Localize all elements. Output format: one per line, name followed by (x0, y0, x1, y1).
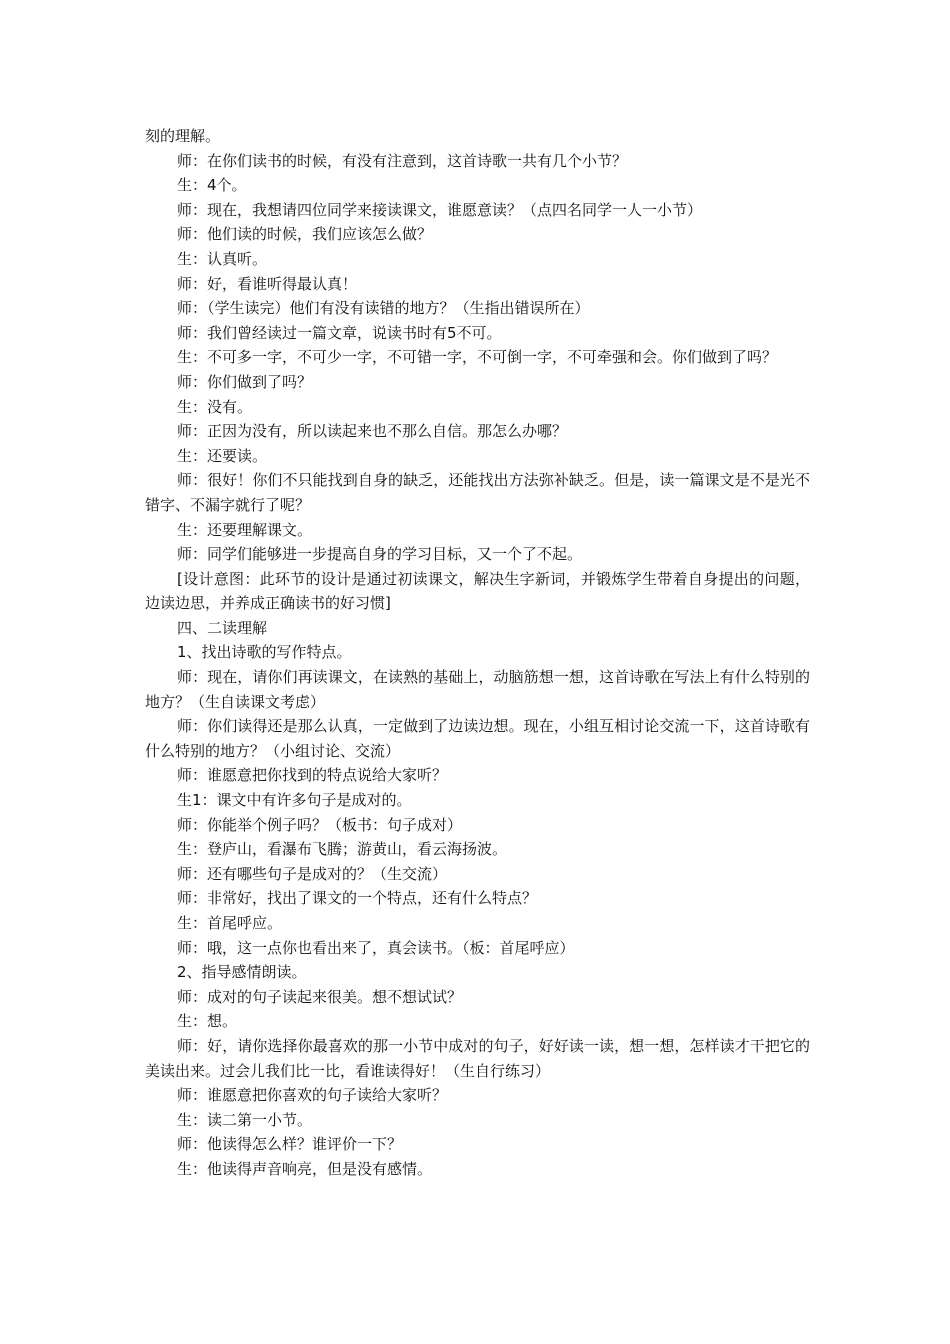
paragraph: 师：他读得怎么样？谁评价一下？ (177, 1135, 403, 1154)
subsection-heading: 1、找出诗歌的写作特点。 (177, 643, 352, 662)
paragraph: 师：我们曾经读过一篇文章，说读书时有5不可。 (177, 323, 502, 342)
paragraph: 师：正因为没有，所以读起来也不那么自信。那怎么办哪？ (177, 422, 568, 441)
paragraph: 生：首尾呼应。 (177, 914, 283, 932)
paragraph: 生：想。 (177, 1012, 238, 1031)
paragraph: 师：你们做到了吗？ (177, 372, 313, 391)
paragraph: 师：好，看谁听得最认真！ (177, 274, 358, 293)
paragraph: 师：现在，我想请四位同学来接读课文，谁愿意读？（点四名同学一人一小节） (177, 200, 703, 219)
paragraph: 师：他们读的时候，我们应该怎么做？ (177, 225, 433, 244)
paragraph: 刻的理解。 (145, 127, 221, 145)
paragraph: 生：4个。 (177, 176, 247, 195)
paragraph: 师：（学生读完）他们有没有读错的地方？（生指出错误所在） (177, 299, 590, 318)
paragraph: 师：成对的句子读起来很美。想不想试试？ (177, 987, 463, 1006)
paragraph: 师：很好！你们不只能找到自身的缺乏，还能找出方法弥补缺乏。但是，读一篇课文是不是光不错字、不漏字就行了呢？ (145, 471, 810, 514)
paragraph: 生：读二第一小节。 (177, 1110, 313, 1129)
paragraph: 师：你能举个例子吗？（板书：句子成对） (177, 815, 463, 834)
paragraph: 师：非常好，找出了课文的一个特点，还有什么特点？ (177, 889, 538, 908)
paragraph: 师：还有哪些句子是成对的？（生交流） (177, 864, 448, 883)
subsection-heading: 2、指导感情朗读。 (177, 963, 307, 982)
paragraph: 生：认真听。 (177, 249, 268, 268)
paragraph: 生：没有。 (177, 397, 253, 416)
paragraph: 师：在你们读书的时候，有没有注意到，这首诗歌一共有几个小节？ (177, 151, 628, 170)
paragraph: 师：谁愿意把你喜欢的句子读给大家听？ (177, 1086, 448, 1105)
section-heading: 四、二读理解 (177, 618, 268, 637)
paragraph: 生：不可多一字，不可少一字，不可错一字，不可倒一字，不可牵强和会。你们做到了吗？ (177, 348, 778, 367)
paragraph: 师：好，请你选择你最喜欢的那一小节中成对的句子，好好读一读，想一想，怎样读才干把它的美读出来。过会儿我们比一比，看谁读得好！（生自行练习） (145, 1036, 810, 1080)
paragraph: 生：他读得声音响亮，但是没有感情。 (177, 1159, 433, 1178)
paragraph: 师：同学们能够进一步提高自身的学习目标，又一个了不起。 (177, 545, 583, 564)
paragraph: 师：现在，请你们再读课文，在读熟的基础上，动脑筋想一想，这首诗歌在写法上有什么特别的地方？（生自读课文考虑） (145, 668, 810, 711)
paragraph: 生：登庐山，看瀑布飞腾；游黄山，看云海扬波。 (177, 840, 508, 859)
paragraph: 生：还要理解课文。 (177, 520, 313, 539)
document-page (145, 124, 810, 1182)
paragraph: 生1：课文中有许多句子是成对的。 (177, 791, 412, 810)
design-intent-note: [设计意图：此环节的设计是通过初读课文，解决生字新词，并锻炼学生带着自身提出的问题，边读边思，并养成正确读书的好习惯] (145, 569, 810, 613)
paragraph: 师：你们读得还是那么认真，一定做到了边读边想。现在，小组互相讨论交流一下，这首诗歌有什么特别的地方？（小组讨论、交流） (145, 717, 810, 760)
paragraph: 师：谁愿意把你找到的特点说给大家听？ (177, 766, 448, 785)
paragraph: 师：哦，这一点你也看出来了，真会读书。（板：首尾呼应） (177, 938, 575, 957)
paragraph: 生：还要读。 (177, 446, 268, 465)
